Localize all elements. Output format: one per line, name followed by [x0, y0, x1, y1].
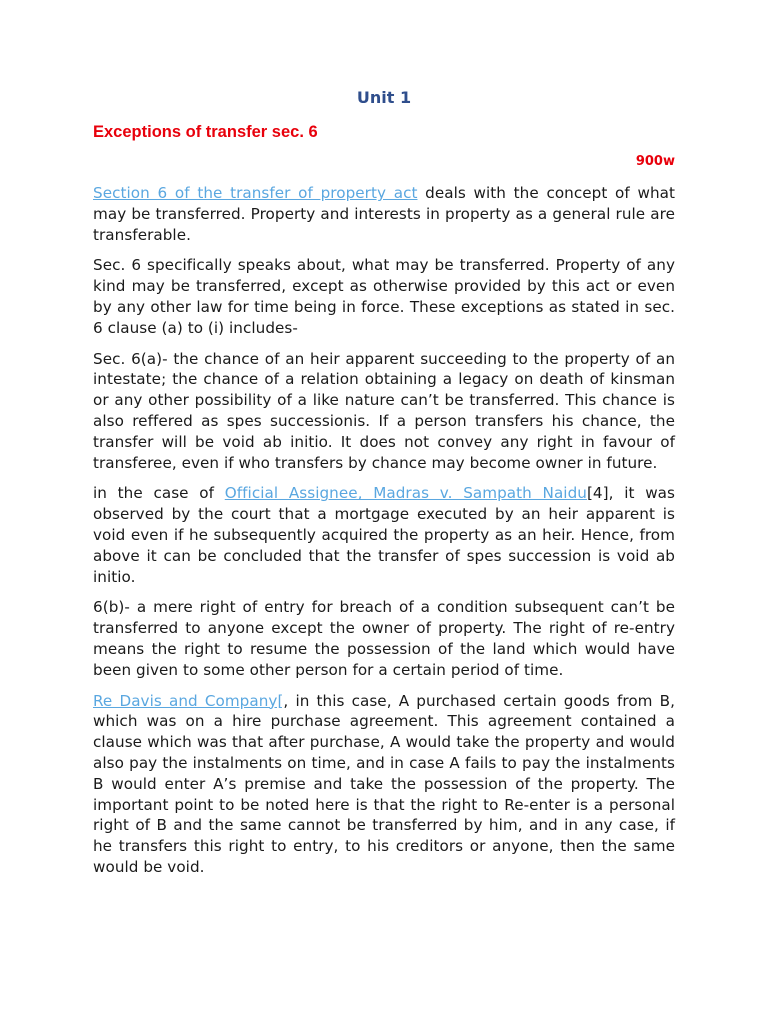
paragraph-3: Sec. 6(a)- the chance of an heir apparent succeeding to the property of an intestate; the chance of a relation obtaining a legacy on death of kinsman or any other possibility of a like nature can’t be transferred. This chance is also reffered as spes successionis. If a person transfers his chance, the transfer will be void ab initio. It does not convey any right in favour of transferee, even if who transfers by chance may become owner in future. — [93, 349, 675, 472]
paragraph-5: 6(b)- a mere right of entry for breach of a condition subsequent can’t be transferred to anyone except the owner of property. The right of re-entry means the right to resume the possession of the land which would have been given to some other person for a certain period of time. — [93, 598, 675, 679]
paragraph-4 — [93, 483, 675, 587]
section-heading: Exceptions of transfer sec. 6 — [93, 123, 318, 141]
paragraph-1 — [93, 183, 675, 245]
unit-title: Unit 1 — [356, 88, 412, 107]
paragraph-1-text: deals with the concept of what may be transferred. Property and interests in property as a general rule are transferable. — [93, 184, 675, 244]
re-davis-case-link[interactable]: Re Davis and Company[ — [93, 691, 284, 710]
paragraph-4-text-after: [4], it was observed by the court that a mortgage executed by an heir apparent is void even if he subsequently acquired the property as an heir. Hence, from above it can be concluded that the transfer of spes succession is void ab initio. — [93, 484, 675, 586]
paragraph-6-text: , in this case, A purchased certain goods from B, which was on a hire purchase agreement. This agreement contained a clause which was that after purchase, A would take the property and would also pay the instalments on time, and in case A fails to pay the instalments B would enter A’s premise and take the possession of the property. The important point to be noted here is that the right to Re-enter is a personal right of B and the same cannot be transferred by him, and in any case, if he transfers this right to entry, to his creditors or anyone, then the same would be void. — [93, 691, 675, 876]
paragraph-6 — [93, 691, 675, 878]
document-body — [93, 183, 675, 888]
paragraph-4-text-before: in the case of — [93, 484, 225, 503]
paragraph-2: Sec. 6 specifically speaks about, what may be transferred. Property of any kind may be transferred, except as otherwise provided by this act or even by any other law for time being in force. These exceptions as stated in sec. 6 clause (a) to (i) includes- — [93, 256, 675, 337]
word-count-label: 900w — [635, 154, 675, 169]
official-assignee-case-link[interactable]: Official Assignee, Madras v. Sampath Naidu — [224, 484, 587, 503]
section-6-link[interactable]: Section 6 of the transfer of property act — [93, 184, 418, 202]
